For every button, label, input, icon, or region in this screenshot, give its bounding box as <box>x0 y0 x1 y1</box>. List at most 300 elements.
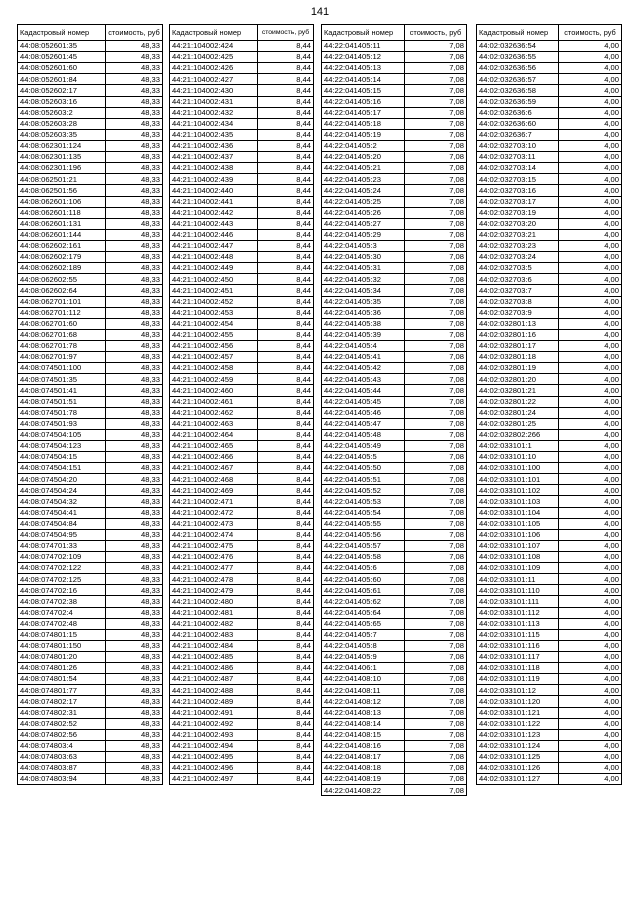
cadastral-number-cell: 44:02:032636:60 <box>477 118 559 129</box>
cadastral-number-cell: 44:22:041405:11 <box>322 41 405 52</box>
table-row <box>477 418 622 429</box>
cost-cell: 4,00 <box>559 563 622 574</box>
cadastral-number-cell: 44:21:104002:456 <box>170 340 258 351</box>
cost-cell: 7,08 <box>405 740 467 751</box>
cost-cell: 4,00 <box>559 52 622 63</box>
table-row <box>18 418 163 429</box>
cost-cell: 4,00 <box>559 218 622 229</box>
cadastral-number-cell: 44:02:033101:116 <box>477 640 559 651</box>
cadastral-number-cell: 44:02:032703:19 <box>477 207 559 218</box>
table-row <box>18 718 163 729</box>
table-row <box>18 118 163 129</box>
table-row <box>477 685 622 696</box>
table-row <box>477 429 622 440</box>
cadastral-number-cell: 44:22:041408:15 <box>322 729 405 740</box>
cadastral-number-cell: 44:21:104002:464 <box>170 429 258 440</box>
cost-cell: 8,44 <box>258 296 314 307</box>
cost-cell: 7,08 <box>405 696 467 707</box>
cadastral-number-cell: 44:22:041408:10 <box>322 674 405 685</box>
table-header <box>170 25 314 41</box>
table-row <box>170 96 314 107</box>
cost-cell: 8,44 <box>258 529 314 540</box>
table-row <box>477 763 622 774</box>
table-row <box>170 529 314 540</box>
cost-cell: 4,00 <box>559 696 622 707</box>
cadastral-number-cell: 44:02:032636:57 <box>477 74 559 85</box>
table-row <box>477 496 622 507</box>
cadastral-number-cell: 44:02:032801:19 <box>477 363 559 374</box>
cadastral-number-cell: 44:21:104002:488 <box>170 685 258 696</box>
cost-cell: 4,00 <box>559 429 622 440</box>
cadastral-number-cell: 44:22:041405:57 <box>322 540 405 551</box>
cost-cell: 4,00 <box>559 85 622 96</box>
cadastral-number-cell: 44:02:032801:21 <box>477 385 559 396</box>
table-row <box>170 652 314 663</box>
cadastral-number-cell: 44:21:104002:463 <box>170 418 258 429</box>
cost-cell: 48,33 <box>106 707 163 718</box>
cadastral-number-cell: 44:08:062301:196 <box>18 163 106 174</box>
cadastral-number-cell: 44:08:074702:109 <box>18 552 106 563</box>
table-row <box>477 407 622 418</box>
cadastral-number-cell: 44:21:104002:487 <box>170 674 258 685</box>
cadastral-number-cell: 44:08:074702:48 <box>18 618 106 629</box>
cadastral-number-cell: 44:08:062601:131 <box>18 218 106 229</box>
cadastral-number-cell: 44:21:104002:485 <box>170 652 258 663</box>
cost-cell: 4,00 <box>559 396 622 407</box>
cadastral-number-cell: 44:22:041405:30 <box>322 252 405 263</box>
cadastral-number-cell: 44:08:062701:112 <box>18 307 106 318</box>
table-row <box>322 374 467 385</box>
table-row <box>477 240 622 251</box>
cadastral-number-cell: 44:22:041405:60 <box>322 574 405 585</box>
cost-cell: 4,00 <box>559 740 622 751</box>
cost-cell: 7,08 <box>405 63 467 74</box>
cadastral-number-cell: 44:22:041405:47 <box>322 418 405 429</box>
cadastral-number-cell: 44:22:041405:9 <box>322 652 405 663</box>
cadastral-number-cell: 44:08:074501:93 <box>18 418 106 429</box>
cost-cell: 7,08 <box>405 674 467 685</box>
cost-cell: 7,08 <box>405 207 467 218</box>
cadastral-number-cell: 44:22:041406:1 <box>322 663 405 674</box>
table-row <box>477 385 622 396</box>
cadastral-number-cell: 44:22:041405:17 <box>322 107 405 118</box>
cost-cell: 8,44 <box>258 707 314 718</box>
cadastral-number-cell: 44:08:074501:100 <box>18 363 106 374</box>
cost-cell: 8,44 <box>258 740 314 751</box>
table-row <box>477 663 622 674</box>
cadastral-number-cell: 44:08:074802:17 <box>18 696 106 707</box>
cost-cell: 4,00 <box>559 752 622 763</box>
cost-cell: 8,44 <box>258 74 314 85</box>
cadastral-number-cell: 44:21:104002:453 <box>170 307 258 318</box>
cadastral-number-cell: 44:02:032703:21 <box>477 229 559 240</box>
cost-cell: 7,08 <box>405 685 467 696</box>
cadastral-number-cell: 44:21:104002:465 <box>170 440 258 451</box>
table-row <box>477 285 622 296</box>
table-row <box>477 363 622 374</box>
table-row <box>18 252 163 263</box>
cost-cell: 7,08 <box>405 418 467 429</box>
table-row <box>477 607 622 618</box>
cost-cell: 48,33 <box>106 574 163 585</box>
table-row <box>477 340 622 351</box>
table-row <box>322 85 467 96</box>
cadastral-number-cell: 44:02:033101:127 <box>477 774 559 785</box>
table-row <box>477 452 622 463</box>
cost-cell: 7,08 <box>405 507 467 518</box>
cost-cell: 7,08 <box>405 552 467 563</box>
cost-cell: 48,33 <box>106 774 163 785</box>
cost-cell: 7,08 <box>405 540 467 551</box>
cadastral-number-cell: 44:21:104002:475 <box>170 540 258 551</box>
cost-cell: 4,00 <box>559 118 622 129</box>
cost-cell: 7,08 <box>405 74 467 85</box>
cadastral-number-cell: 44:08:074802:56 <box>18 729 106 740</box>
cadastral-number-cell: 44:02:033101:124 <box>477 740 559 751</box>
cadastral-number-cell: 44:22:041405:29 <box>322 229 405 240</box>
cost-cell: 4,00 <box>559 263 622 274</box>
cadastral-number-cell: 44:02:032636:56 <box>477 63 559 74</box>
table-row <box>18 274 163 285</box>
table-row <box>18 607 163 618</box>
table-row <box>477 485 622 496</box>
cadastral-number-cell: 44:21:104002:452 <box>170 296 258 307</box>
table-row <box>477 96 622 107</box>
cadastral-number-cell: 44:08:074802:52 <box>18 718 106 729</box>
cadastral-number-cell: 44:08:062602:64 <box>18 285 106 296</box>
cost-cell: 8,44 <box>258 396 314 407</box>
cadastral-number-cell: 44:21:104002:435 <box>170 129 258 140</box>
cost-cell: 8,44 <box>258 429 314 440</box>
cadastral-number-cell: 44:02:033101:1 <box>477 440 559 451</box>
table-row <box>477 396 622 407</box>
table-row <box>477 463 622 474</box>
table-row <box>170 74 314 85</box>
table-row <box>170 552 314 563</box>
table-row <box>18 540 163 551</box>
table-row <box>170 563 314 574</box>
cost-cell: 4,00 <box>559 718 622 729</box>
table-row <box>170 207 314 218</box>
table-row <box>170 396 314 407</box>
table-row <box>322 563 467 574</box>
table-header <box>322 25 467 41</box>
cost-cell: 8,44 <box>258 518 314 529</box>
table-row <box>170 318 314 329</box>
cost-cell: 48,33 <box>106 474 163 485</box>
cost-cell: 8,44 <box>258 596 314 607</box>
cost-cell: 7,08 <box>405 496 467 507</box>
table-row <box>322 74 467 85</box>
cost-cell: 4,00 <box>559 574 622 585</box>
table-header <box>18 25 163 41</box>
table-row <box>170 240 314 251</box>
table-row <box>477 107 622 118</box>
table-row <box>477 629 622 640</box>
cost-cell: 7,08 <box>405 440 467 451</box>
cadastral-number-cell: 44:22:041405:14 <box>322 74 405 85</box>
table-row <box>18 385 163 396</box>
cadastral-number-cell: 44:02:033101:125 <box>477 752 559 763</box>
cadastral-number-cell: 44:22:041405:3 <box>322 240 405 251</box>
cost-cell: 4,00 <box>559 41 622 52</box>
table-row <box>18 318 163 329</box>
table-row <box>170 218 314 229</box>
table-row <box>477 640 622 651</box>
cost-cell: 48,33 <box>106 296 163 307</box>
table-row <box>322 463 467 474</box>
cadastral-number-cell: 44:21:104002:476 <box>170 552 258 563</box>
table-row <box>18 329 163 340</box>
table-row <box>170 507 314 518</box>
cost-cell: 48,33 <box>106 663 163 674</box>
cadastral-number-cell: 44:21:104002:466 <box>170 452 258 463</box>
cost-cell: 8,44 <box>258 729 314 740</box>
cadastral-number-cell: 44:02:033101:110 <box>477 585 559 596</box>
cadastral-number-cell: 44:22:041405:48 <box>322 429 405 440</box>
cost-cell: 48,33 <box>106 318 163 329</box>
table-row <box>18 396 163 407</box>
cost-cell: 8,44 <box>258 418 314 429</box>
cost-cell: 7,08 <box>405 574 467 585</box>
cadastral-number-cell: 44:22:041405:25 <box>322 196 405 207</box>
table-row <box>322 129 467 140</box>
cost-cell: 4,00 <box>559 674 622 685</box>
cost-cell: 8,44 <box>258 163 314 174</box>
table-row <box>477 563 622 574</box>
table-row <box>322 52 467 63</box>
table-row <box>170 329 314 340</box>
cost-cell: 7,08 <box>405 129 467 140</box>
cadastral-number-cell: 44:08:074702:38 <box>18 596 106 607</box>
header-cadastral-number: Кадастровый номер <box>18 25 106 41</box>
cost-cell: 48,33 <box>106 74 163 85</box>
cadastral-number-cell: 44:21:104002:425 <box>170 52 258 63</box>
cadastral-number-cell: 44:22:041405:54 <box>322 507 405 518</box>
cadastral-number-cell: 44:08:052601:45 <box>18 52 106 63</box>
cadastral-number-cell: 44:21:104002:454 <box>170 318 258 329</box>
table-row <box>477 618 622 629</box>
cadastral-number-cell: 44:02:033101:123 <box>477 729 559 740</box>
table-row <box>170 385 314 396</box>
cadastral-number-cell: 44:21:104002:484 <box>170 640 258 651</box>
cost-cell: 7,08 <box>405 718 467 729</box>
cadastral-number-cell: 44:21:104002:424 <box>170 41 258 52</box>
cost-cell: 7,08 <box>405 296 467 307</box>
cadastral-number-cell: 44:21:104002:450 <box>170 274 258 285</box>
cost-cell: 4,00 <box>559 607 622 618</box>
cadastral-number-cell: 44:21:104002:439 <box>170 174 258 185</box>
table-row <box>18 163 163 174</box>
table-row <box>322 163 467 174</box>
table-row <box>170 174 314 185</box>
cost-cell: 7,08 <box>405 329 467 340</box>
table-row <box>18 85 163 96</box>
table-row <box>477 263 622 274</box>
cadastral-number-cell: 44:02:033101:104 <box>477 507 559 518</box>
cost-cell: 7,08 <box>405 652 467 663</box>
cost-cell: 7,08 <box>405 463 467 474</box>
table-row <box>170 63 314 74</box>
table-row <box>170 663 314 674</box>
cadastral-number-cell: 44:08:052601:35 <box>18 41 106 52</box>
cadastral-number-cell: 44:21:104002:434 <box>170 118 258 129</box>
cost-cell: 7,08 <box>405 752 467 763</box>
cost-cell: 4,00 <box>559 240 622 251</box>
cadastral-number-cell: 44:21:104002:486 <box>170 663 258 674</box>
table-row <box>322 729 467 740</box>
header-cadastral-number: Кадастровый номер <box>170 25 258 41</box>
cost-cell: 7,08 <box>405 729 467 740</box>
cadastral-number-cell: 44:02:033101:100 <box>477 463 559 474</box>
cost-cell: 48,33 <box>106 540 163 551</box>
table-row <box>322 474 467 485</box>
cadastral-number-cell: 44:21:104002:462 <box>170 407 258 418</box>
cost-cell: 7,08 <box>405 374 467 385</box>
cadastral-number-cell: 44:22:041405:2 <box>322 140 405 151</box>
cost-cell: 8,44 <box>258 252 314 263</box>
cadastral-number-cell: 44:21:104002:458 <box>170 363 258 374</box>
cost-cell: 8,44 <box>258 285 314 296</box>
table-row <box>170 196 314 207</box>
table-row <box>322 185 467 196</box>
table-row <box>170 363 314 374</box>
cost-cell: 48,33 <box>106 152 163 163</box>
cost-cell: 48,33 <box>106 485 163 496</box>
table-row <box>170 229 314 240</box>
table-row <box>322 707 467 718</box>
cadastral-number-cell: 44:08:062602:55 <box>18 274 106 285</box>
table-row <box>170 407 314 418</box>
cadastral-number-cell: 44:02:032636:59 <box>477 96 559 107</box>
cost-cell: 8,44 <box>258 552 314 563</box>
table-row <box>477 718 622 729</box>
cadastral-number-cell: 44:02:033101:109 <box>477 563 559 574</box>
table-row <box>18 296 163 307</box>
cost-cell: 48,33 <box>106 585 163 596</box>
cost-cell: 7,08 <box>405 340 467 351</box>
table-row <box>322 674 467 685</box>
cadastral-number-cell: 44:08:062602:189 <box>18 263 106 274</box>
cadastral-number-cell: 44:02:033101:102 <box>477 485 559 496</box>
cadastral-number-cell: 44:08:074504:24 <box>18 485 106 496</box>
table-row <box>18 129 163 140</box>
table-row <box>170 296 314 307</box>
table-row <box>322 696 467 707</box>
cost-cell: 8,44 <box>258 574 314 585</box>
cost-cell: 7,08 <box>405 318 467 329</box>
cadastral-number-cell: 44:08:074504:32 <box>18 496 106 507</box>
header-cost: стоимость, руб <box>559 25 622 41</box>
cadastral-number-cell: 44:08:062701:68 <box>18 329 106 340</box>
cadastral-number-cell: 44:02:033101:11 <box>477 574 559 585</box>
cost-cell: 8,44 <box>258 640 314 651</box>
cadastral-number-cell: 44:21:104002:469 <box>170 485 258 496</box>
cadastral-number-cell: 44:02:033101:117 <box>477 652 559 663</box>
table-row <box>322 296 467 307</box>
cost-cell: 4,00 <box>559 485 622 496</box>
cost-cell: 48,33 <box>106 174 163 185</box>
cadastral-number-cell: 44:22:041408:19 <box>322 774 405 785</box>
table-row <box>18 552 163 563</box>
cost-cell: 8,44 <box>258 129 314 140</box>
cadastral-number-cell: 44:08:062301:135 <box>18 152 106 163</box>
cadastral-number-cell: 44:08:074801:54 <box>18 674 106 685</box>
header-cadastral-number: Кадастровый номер <box>477 25 559 41</box>
cost-cell: 48,33 <box>106 729 163 740</box>
table-row <box>477 152 622 163</box>
cadastral-number-cell: 44:22:041408:12 <box>322 696 405 707</box>
cadastral-number-cell: 44:02:033101:112 <box>477 607 559 618</box>
cost-cell: 7,08 <box>405 596 467 607</box>
cost-cell: 4,00 <box>559 729 622 740</box>
cadastral-number-cell: 44:02:032703:10 <box>477 140 559 151</box>
cost-cell: 7,08 <box>405 218 467 229</box>
cadastral-number-cell: 44:22:041405:19 <box>322 129 405 140</box>
table-row <box>477 696 622 707</box>
table-row <box>170 540 314 551</box>
cost-cell: 4,00 <box>559 352 622 363</box>
cost-cell: 8,44 <box>258 196 314 207</box>
cadastral-number-cell: 44:22:041405:16 <box>322 96 405 107</box>
table-row <box>170 674 314 685</box>
cadastral-number-cell: 44:22:041405:20 <box>322 152 405 163</box>
table-row <box>322 440 467 451</box>
cadastral-number-cell: 44:22:041408:16 <box>322 740 405 751</box>
table-row <box>170 718 314 729</box>
cost-cell: 7,08 <box>405 96 467 107</box>
cadastral-number-cell: 44:02:032801:20 <box>477 374 559 385</box>
cadastral-number-cell: 44:08:062501:56 <box>18 185 106 196</box>
table-row <box>18 63 163 74</box>
table-row <box>18 652 163 663</box>
cadastral-number-cell: 44:02:033101:126 <box>477 763 559 774</box>
cadastral-number-cell: 44:02:033101:101 <box>477 474 559 485</box>
cadastral-number-cell: 44:08:052602:17 <box>18 85 106 96</box>
cadastral-number-cell: 44:08:062501:21 <box>18 174 106 185</box>
cost-cell: 48,33 <box>106 518 163 529</box>
cost-cell: 8,44 <box>258 563 314 574</box>
cadastral-number-cell: 44:08:074702:16 <box>18 585 106 596</box>
header-cost: стоимость, руб <box>405 25 467 41</box>
cadastral-number-cell: 44:22:041405:36 <box>322 307 405 318</box>
cost-cell: 4,00 <box>559 163 622 174</box>
cadastral-number-cell: 44:08:074504:105 <box>18 429 106 440</box>
cadastral-number-cell: 44:21:104002:468 <box>170 474 258 485</box>
cadastral-number-cell: 44:02:033101:107 <box>477 540 559 551</box>
cost-cell: 8,44 <box>258 696 314 707</box>
table-row <box>477 352 622 363</box>
table-row <box>477 440 622 451</box>
table-row <box>477 185 622 196</box>
table-row <box>18 440 163 451</box>
table-row <box>477 518 622 529</box>
cadastral-number-cell: 44:08:074504:95 <box>18 529 106 540</box>
table-row <box>322 252 467 263</box>
table-row <box>18 529 163 540</box>
cost-cell: 48,33 <box>106 307 163 318</box>
table-row <box>170 118 314 129</box>
table-row <box>477 529 622 540</box>
cadastral-number-cell: 44:02:032802:266 <box>477 429 559 440</box>
cost-cell: 7,08 <box>405 607 467 618</box>
cost-cell: 7,08 <box>405 629 467 640</box>
table-row <box>322 507 467 518</box>
cost-cell: 7,08 <box>405 229 467 240</box>
cost-cell: 8,44 <box>258 174 314 185</box>
table-row <box>18 218 163 229</box>
cadastral-number-cell: 44:08:062301:124 <box>18 140 106 151</box>
